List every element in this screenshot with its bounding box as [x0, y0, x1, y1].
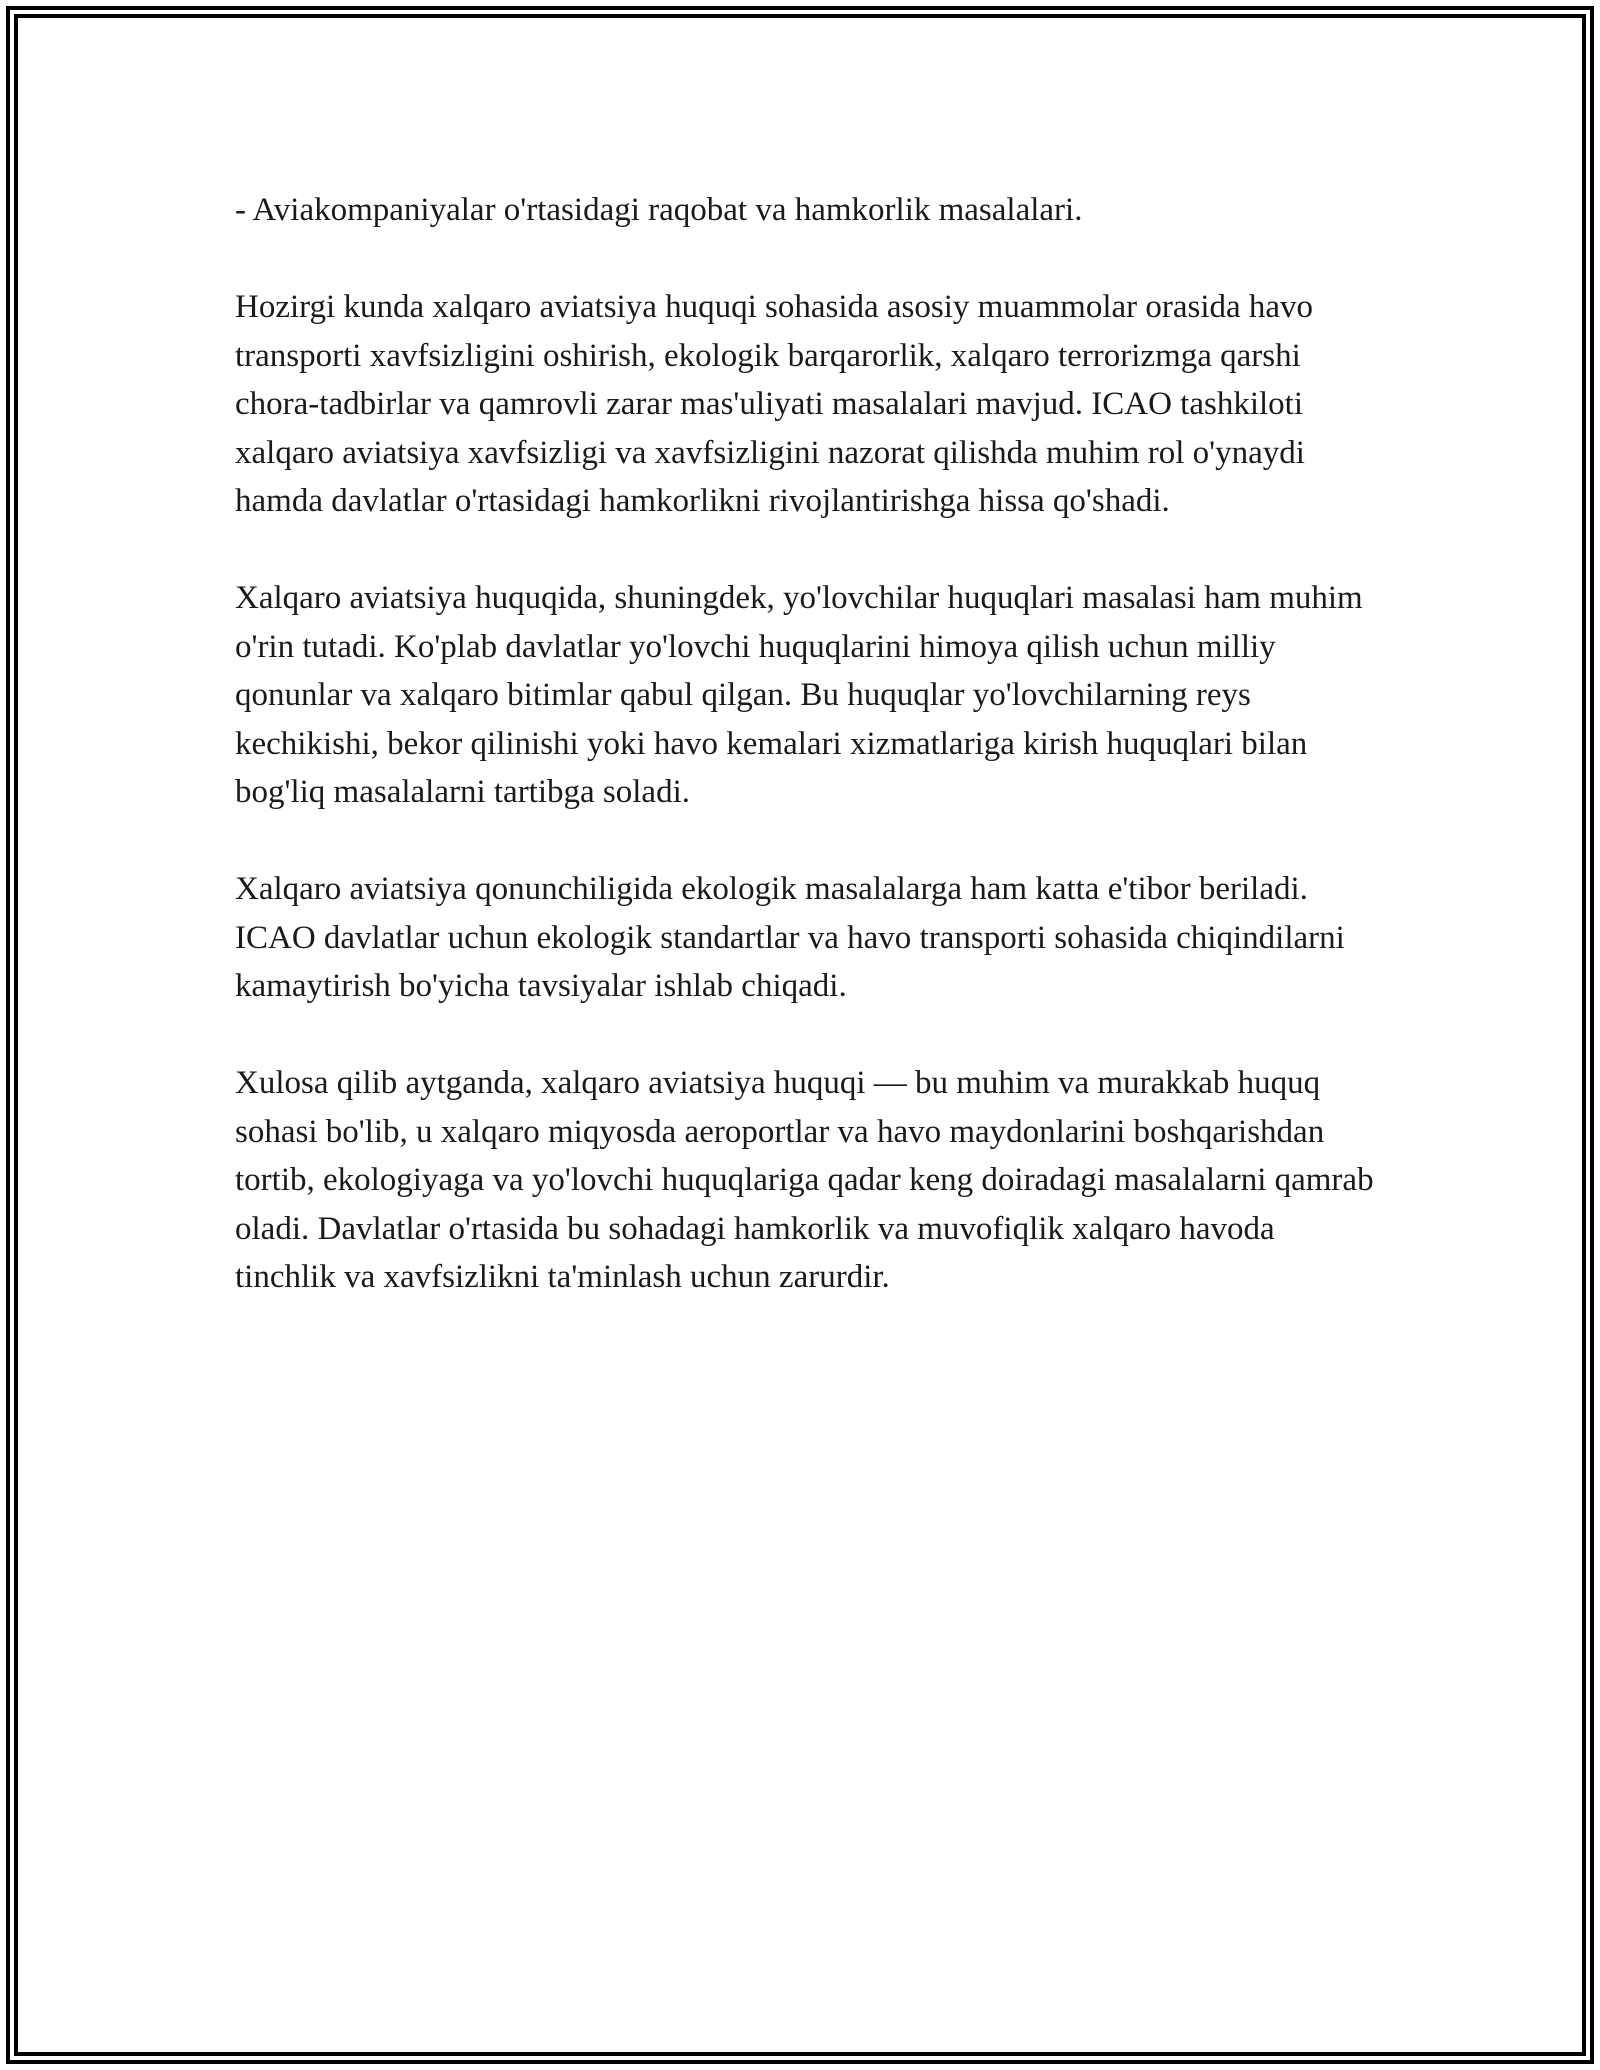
- paragraph-current-problems: Hozirgi kunda xalqaro aviatsiya huquqi sohasida asosiy muammolar orasida havo transporti xavfsizligini oshirish, ekologik barqarorlik, xalqaro terrorizmga qarshi chora-tadbirlar va qamrovli zarar mas'uliyati masalalari mavjud. ICAO tashkiloti xalqaro aviatsiya xavfsizligi va xavfsizligini nazorat qilishda muhim rol o'ynaydi hamda davlatlar o'rtasidagi hamkorlikni rivojlantirishga hissa qo'shadi.: [235, 289, 1314, 519]
- paragraph-ecology: Xalqaro aviatsiya qonunchiligida ekologik masalalarga ham katta e'tibor beriladi. ICAO davlatlar uchun ekologik standartlar va havo transporti sohasida chiqindilarni kamaytirish bo'yicha tavsiyalar ishlab chiqadi.: [235, 871, 1345, 1004]
- paragraph-list-item: - Aviakompaniyalar o'rtasidagi raqobat va hamkorlik masalalari.: [235, 192, 1083, 228]
- paragraph-passenger-rights: Xalqaro aviatsiya huquqida, shuningdek, yo'lovchilar huquqlari masalasi ham muhim o'rin tutadi. Ko'plab davlatlar yo'lovchi huquqlarini himoya qilish uchun milliy qonunlar va xalqaro bitimlar qabul qilgan. Bu huquqlar yo'lovchilarning reys kechikishi, bekor qilinishi yoki havo kemalari xizmatlariga kirish huquqlari bilan bog'liq masalalarni tartibga soladi.: [235, 580, 1363, 810]
- paragraph-conclusion: Xulosa qilib aytganda, xalqaro aviatsiya huquqi — bu muhim va murakkab huquq sohasi bo'lib, u xalqaro miqyosda aeroportlar va havo maydonlarini boshqarishdan tortib, ekologiyaga va yo'lovchi huquqlariga qadar keng doiradagi masalalarni qamrab oladi. Davlatlar o'rtasida bu sohadagi hamkorlik va muvofiqlik xalqaro havoda tinchlik va xavfsizlikni ta'minlash uchun zarurdir.: [235, 1065, 1374, 1295]
- document-body: [235, 186, 1375, 1350]
